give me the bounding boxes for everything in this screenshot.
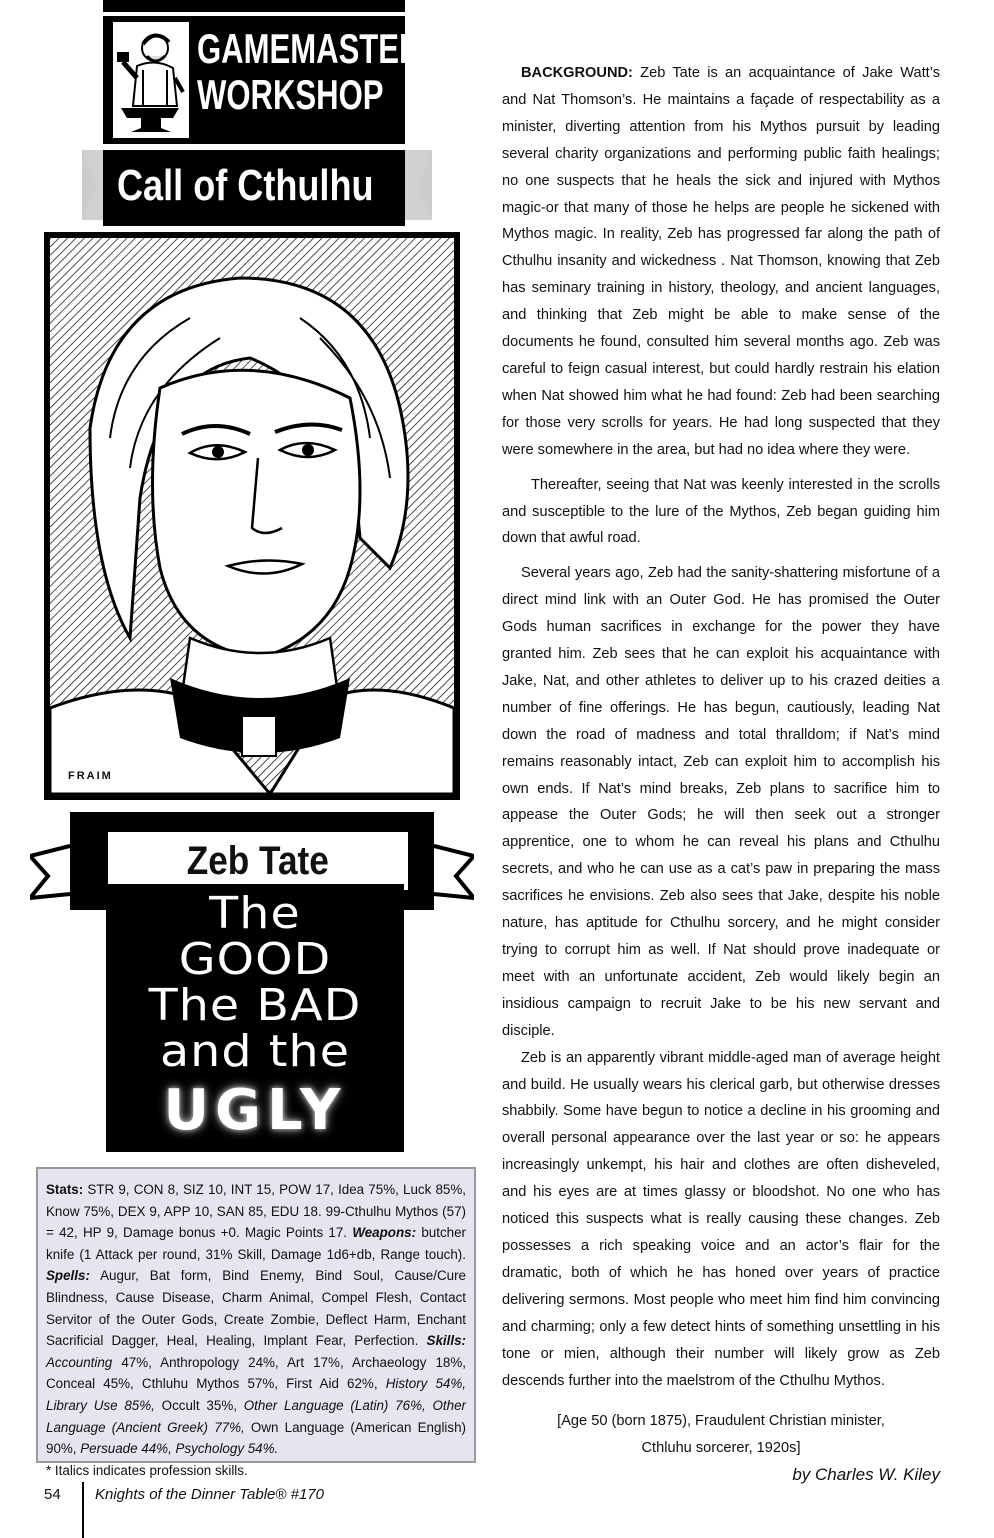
character-summary-line-2: Cthluhu sorcerer, 1920s]	[641, 1440, 801, 1457]
series-line-good: GOOD	[178, 934, 332, 985]
skills-text-3: Own Language (American English) 90%,	[46, 1419, 467, 1457]
weapons-label: Weapons:	[352, 1225, 417, 1241]
portrait-illustration	[50, 238, 454, 794]
page-number: 54	[44, 1486, 61, 1503]
series-title-block	[106, 884, 404, 1152]
publication-title: Knights of the Dinner Table® #170	[95, 1486, 324, 1503]
article-body	[502, 60, 940, 1488]
character-name: Zeb Tate	[186, 839, 330, 883]
skills-text-2: Occult 35%,	[154, 1397, 244, 1413]
weapons-text: butcher knife (1 Attack per round, 31% Skill, Damage 1d6+db, Range touch).	[46, 1225, 466, 1262]
logo-title	[197, 25, 450, 118]
paragraph-2: Thereafter, seeing that Nat was keenly interested in the scrolls and susceptible to the lure of the Mythos, Zeb began guiding him down that awful road.	[502, 476, 940, 547]
character-summary-line-1: [Age 50 (born 1875), Fraudulent Christian minister,	[557, 1413, 885, 1430]
paragraph-background	[502, 60, 940, 464]
series-line-and-the: and the	[159, 1026, 351, 1077]
spells-label: Spells:	[46, 1268, 90, 1284]
series-line-the: The	[209, 888, 301, 939]
paragraph-3: Several years ago, Zeb had the sanity-shattering misfortune of a direct mind link with an Outer God. He has promised the Outer Gods human sacrifices in exchange for the power they have granted him. Zeb sees that he can exploit his acquaintance with Jake, Nat, and other athletes to deliver up to his crazed deities a number of fine offerings. He has begun, cautiously, leading Nat down the road of madness and total thralldom; if Nat’s mind remains reasonably intact, Zeb can exploit him to accomplish his own ends. If Nat’s mind breaks, Zeb plans to sacrifice him to appease the Outer Gods; he will then seek out a stronger apprentice, one to whom he can reveal his plans and Cthulhu secrets, and who he can use as a cat’s paw in preparing the mass sacrifices he envisions. Zeb also sees that Jake, despite his noble nature, has aptitude for Cthulhu sorcery, and he might consider trying to corrupt him as well. If Nat should prove inadequate or meet with an unfortunate accident, Zeb would likely begin an insidious campaign to recruit Jake to be his new servant and disciple.	[502, 565, 940, 1039]
paragraph-1-text: Zeb Tate is an acquaintance of Jake Watt’s and Nat Thomson’s. He maintains a façade of respectability as a minister, diverting attention from his Mythos pursuit by leading several charity organizations and performing public faith healings; no one suspects that he heals the sick and injured with Mythos magic-or that many of those he helps are people he sickened with Mythos magic. In reality, Zeb has progressed far along the path of Cthulhu insanity and wickedness . Nat Thomson, knowing that Zeb has seminary training in history, theology, and ancient languages, and thinking that Zeb might be able to make sense of the documents he found, consulted him several months ago. Zeb was careful to feign casual interest, but could hardly restrain his elation when Nat showed him what he had found: Zeb had been searching for those very scrolls for years. He had long suspected that they were somewhere in the area, but had no idea where they were.	[502, 65, 940, 458]
skill-history-library: History 54%, Library Use 85%,	[46, 1376, 466, 1413]
stats-label: Stats:	[46, 1182, 84, 1197]
game-title: Call of Cthulhu	[117, 161, 374, 210]
logo-line-gamemasters: GAMEMASTERS'	[197, 25, 450, 72]
italics-note: * Italics indicates profession skills.	[46, 1462, 248, 1478]
gamemasters-workshop-logo	[103, 16, 450, 144]
footer-divider	[82, 1482, 84, 1538]
paragraph-4: Zeb is an apparently vibrant middle-aged man of average height and build. He usually wears his clerical garb, but otherwise dresses shabbily. Some have begun to notice a decline in his grooming and overall personal appearance over the last year or so: he appears increasingly unkempt, his hair and clothes are often disheveled, and his eyes are at times glassy or bloodshot. No one who has noticed this suspects what is really causing these changes. Zeb possesses a rich speaking voice and an actor’s flair for the dramatic, both of which he has honed over years of practice delivering sermons. Most people who meet him find him convincing and charming; only a few detect hints of something unsettling in his tone or mien, although their number will likely grow as Zeb descends further into the maelstrom of the Cthulhu Mythos.	[502, 1049, 940, 1389]
stats-text: STR 9, CON 8, SIZ 10, INT 15, POW 17, Idea 75%, Luck 85%, Know 75%, DEX 9, APP 10, SAN 85, EDU 18. 99-Cthulhu Mythos (57) = 42, HP 9, Damage bonus +0. Magic Points 17.	[46, 1182, 466, 1241]
skill-accounting: Accounting	[46, 1354, 113, 1370]
blacksmith-illustration	[113, 22, 189, 138]
stats-box	[36, 1167, 476, 1478]
artist-signature: FRAIM	[68, 770, 113, 782]
series-line-ugly: UGLY	[163, 1078, 347, 1143]
game-title-box	[103, 150, 405, 226]
logo-line-workshop: WORKSHOP	[197, 71, 384, 118]
series-line-the-bad: The BAD	[148, 980, 362, 1031]
skills-label: Skills:	[426, 1333, 466, 1349]
skills-text-1: 47%, Anthropology 24%, Art 17%, Archaeology 18%, Conceal 45%, Cthluhu Mythos 57%, First Aid 62%,	[46, 1354, 466, 1392]
skill-other-languages: Other Language (Latin) 76%, Other Language (Ancient Greek) 77%,	[46, 1397, 466, 1435]
skill-persuade-psychology: Persuade 44%, Psychology 54%.	[80, 1441, 279, 1457]
character-summary	[502, 1408, 940, 1462]
character-portrait	[44, 232, 460, 800]
logo-top-bar	[103, 0, 405, 12]
spells-text: Augur, Bat form, Bind Enemy, Bind Soul, Cause/Cure Blindness, Cause Disease, Charm Animal, Compel Flesh, Contact Servitor of the Outer Gods, Create Zombie, Deflect Harm, Enchant Sacrificial Dagger, Heal, Healing, Implant Fear, Perfection.	[46, 1268, 466, 1349]
background-label: BACKGROUND:	[521, 65, 633, 81]
author-byline: by Charles W. Kiley	[792, 1465, 940, 1485]
